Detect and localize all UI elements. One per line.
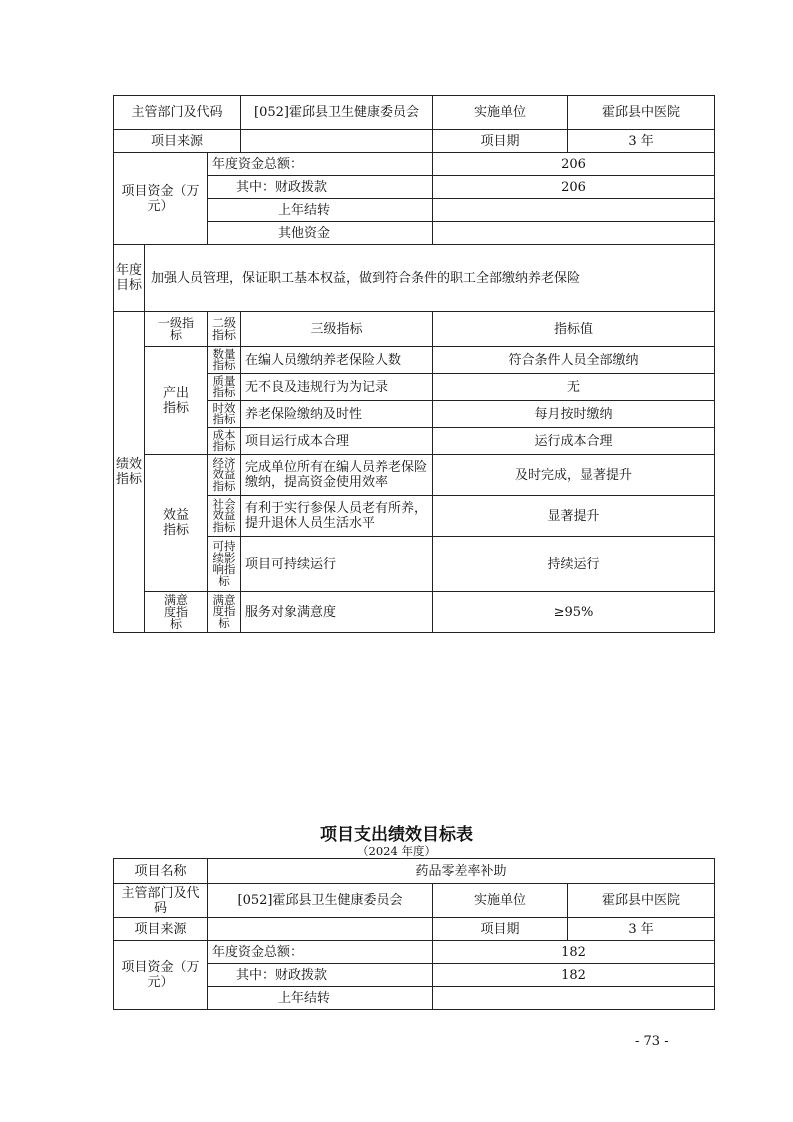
output-indicator-label: 产出指标 — [145, 347, 208, 455]
value-cell: ≥95% — [433, 592, 715, 633]
period-value: 3 年 — [568, 918, 715, 941]
level2-cell: 经济效益指标 — [208, 455, 241, 496]
level2-cell: 社会效益指标 — [208, 496, 241, 537]
project-name-label: 项目名称 — [114, 859, 208, 884]
source-label: 项目来源 — [114, 130, 241, 153]
value-cell: 每月按时缴纳 — [433, 401, 715, 428]
dept-value: [052]霍邱县卫生健康委员会 — [208, 884, 433, 918]
page-number: - 73 - — [635, 1034, 669, 1049]
fund-label: 项目资金（万元） — [114, 153, 208, 245]
impl-value: 霍邱县中医院 — [568, 96, 715, 130]
dept-label: 主管部门及代码 — [114, 96, 241, 130]
level3-cell: 在编人员缴纳养老保险人数 — [241, 347, 433, 374]
page-title: 项目支出绩效目标表 — [320, 825, 473, 845]
fund-fiscal-value: 206 — [433, 176, 715, 199]
period-label: 项目期 — [433, 130, 568, 153]
fund-other-label: 其他资金 — [208, 222, 433, 245]
level2-cell: 质量指标 — [208, 374, 241, 401]
level2-cell: 可持续影响指标 — [208, 537, 241, 592]
fund-total-value: 182 — [433, 941, 715, 964]
period-value: 3 年 — [568, 130, 715, 153]
header-level2: 二级指标 — [208, 312, 241, 347]
effect-indicator-label: 效益指标 — [145, 455, 208, 592]
period-label: 项目期 — [433, 918, 568, 941]
performance-target-table — [113, 95, 715, 633]
value-cell: 显著提升 — [433, 496, 715, 537]
value-cell: 符合条件人员全部缴纳 — [433, 347, 715, 374]
fund-total-label: 年度资金总额： — [208, 941, 433, 964]
source-value — [208, 918, 433, 941]
level3-cell: 养老保险缴纳及时性 — [241, 401, 433, 428]
fund-fiscal-label: 其中：财政拨款 — [208, 176, 433, 199]
level3-cell: 服务对象满意度 — [241, 592, 433, 633]
impl-label: 实施单位 — [433, 884, 568, 918]
dept-value: [052]霍邱县卫生健康委员会 — [241, 96, 433, 130]
perf-indicator-label: 绩效指标 — [114, 312, 145, 633]
source-label: 项目来源 — [114, 918, 208, 941]
value-cell: 无 — [433, 374, 715, 401]
annual-goal-label: 年度目标 — [114, 245, 145, 312]
annual-goal-value: 加强人员管理，保证职工基本权益，做到符合条件的职工全部缴纳养老保险 — [145, 245, 715, 312]
impl-value: 霍邱县中医院 — [568, 884, 715, 918]
fund-fiscal-label: 其中：财政拨款 — [208, 964, 433, 987]
project-info-table — [113, 858, 715, 1010]
value-cell: 运行成本合理 — [433, 428, 715, 455]
level2-cell: 数量指标 — [208, 347, 241, 374]
header-value: 指标值 — [433, 312, 715, 347]
project-name-value: 药品零差率补助 — [208, 859, 715, 884]
fund-carry-value — [433, 199, 715, 222]
fund-carry-label: 上年结转 — [208, 987, 433, 1010]
fund-total-label: 年度资金总额： — [208, 153, 433, 176]
source-value — [241, 130, 433, 153]
level3-cell: 完成单位所有在编人员养老保险缴纳，提高资金使用效率 — [241, 455, 433, 496]
fund-carry-value — [433, 987, 715, 1010]
fund-total-value: 206 — [433, 153, 715, 176]
level3-cell: 项目运行成本合理 — [241, 428, 433, 455]
fund-fiscal-value: 182 — [433, 964, 715, 987]
level3-cell: 有利于实行参保人员老有所养，提升退休人员生活水平 — [241, 496, 433, 537]
header-level1: 一级指标 — [145, 312, 208, 347]
fund-carry-label: 上年结转 — [208, 199, 433, 222]
level3-cell: 项目可持续运行 — [241, 537, 433, 592]
level3-cell: 无不良及违规行为为记录 — [241, 374, 433, 401]
satisfaction-indicator-label: 满意度指标 — [145, 592, 208, 633]
dept-label: 主管部门及代码 — [114, 884, 208, 918]
value-cell: 持续运行 — [433, 537, 715, 592]
page-subtitle: （2024 年度） — [357, 844, 436, 858]
level2-cell: 满意度指标 — [208, 592, 241, 633]
header-level3: 三级指标 — [241, 312, 433, 347]
fund-label: 项目资金（万元） — [114, 941, 208, 1010]
impl-label: 实施单位 — [433, 96, 568, 130]
fund-other-value — [433, 222, 715, 245]
level2-cell: 成本指标 — [208, 428, 241, 455]
level2-cell: 时效指标 — [208, 401, 241, 428]
value-cell: 及时完成，显著提升 — [433, 455, 715, 496]
